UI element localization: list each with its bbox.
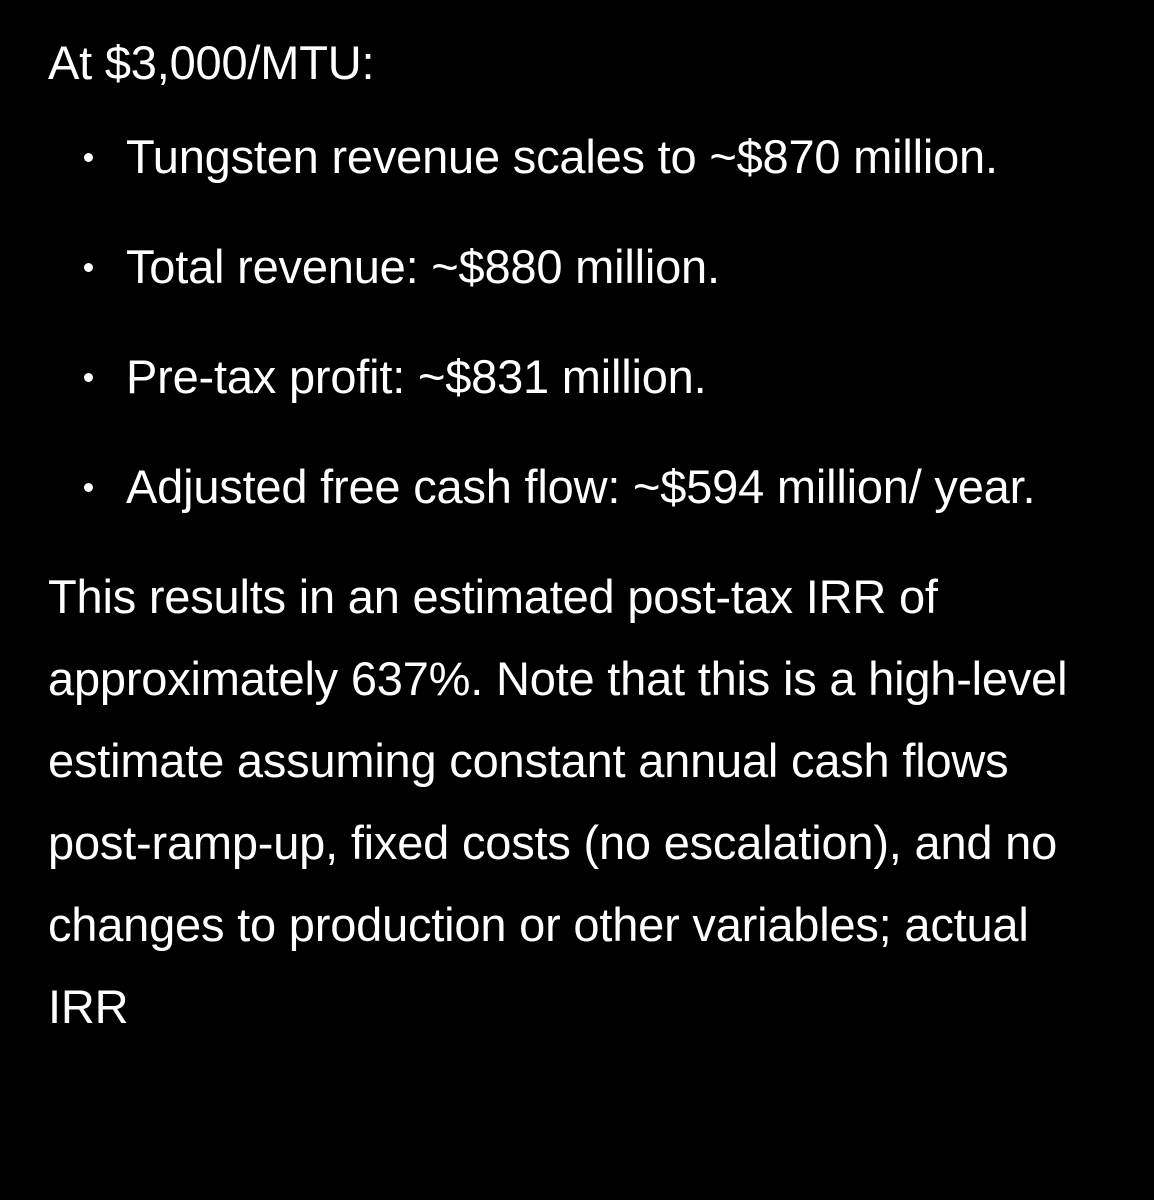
bullet-icon [84, 263, 93, 272]
list-item-text: Total revenue: ~$880 million. [126, 240, 720, 293]
list-item [48, 116, 1114, 198]
scenario-results-list [48, 116, 1114, 528]
list-item-text: Pre-tax profit: ~$831 million. [126, 350, 707, 403]
bullet-icon [84, 483, 93, 492]
irr-summary-paragraph: This results in an estimated post-tax IRR of approximately 637%. Note that this is a high-level estimate assuming constant annual cash flows post-ramp-up, fixed costs (no escalation), and no changes to production or other variables; actual IRR [48, 570, 1068, 1033]
list-item [48, 226, 1114, 308]
bullet-icon [84, 373, 93, 382]
list-item-text: Tungsten revenue scales to ~$870 million. [126, 130, 998, 183]
bullet-icon [84, 153, 93, 162]
list-item-text: Adjusted free cash flow: ~$594 million/ year. [126, 460, 1036, 513]
message-content [48, 22, 1114, 1048]
price-scenario-heading: At $3,000/MTU: [48, 36, 375, 89]
list-item [48, 446, 1114, 528]
list-item [48, 336, 1114, 418]
